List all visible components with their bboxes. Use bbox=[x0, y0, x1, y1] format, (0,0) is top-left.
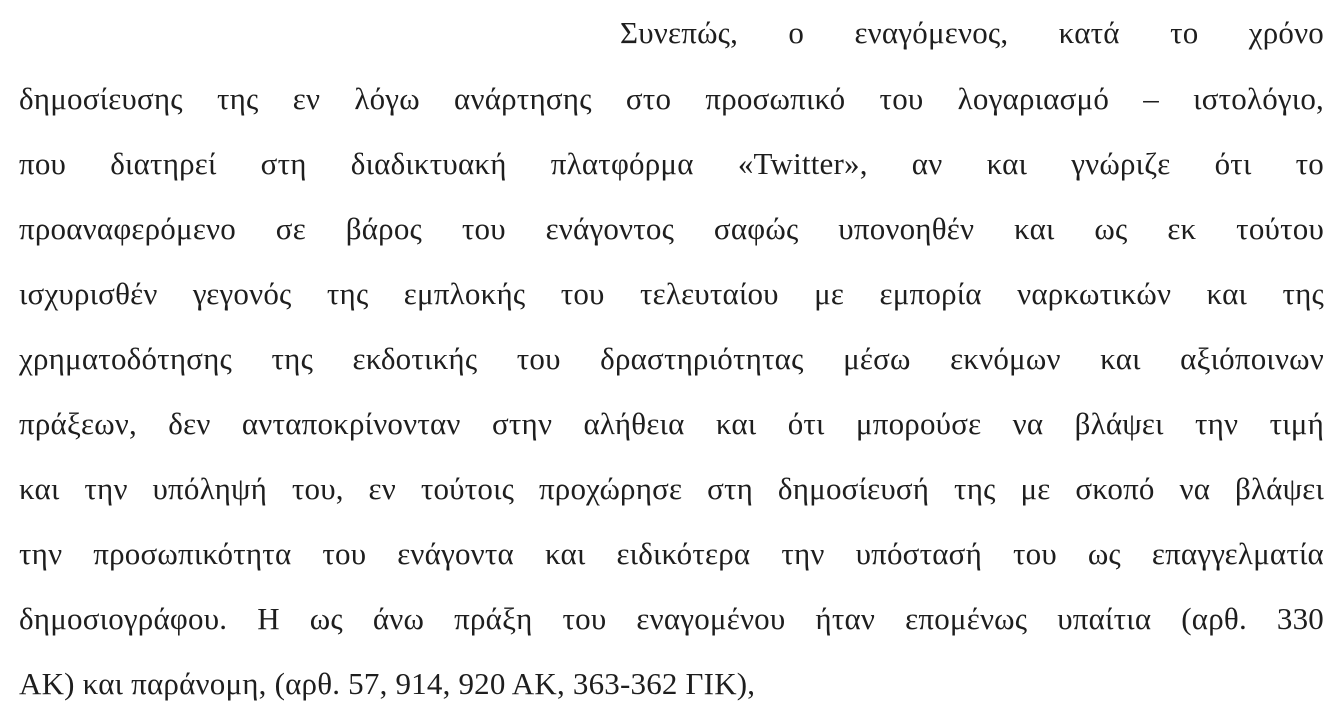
text-line-3: που διατηρεί στη διαδικτυακή πλατφόρμα «Twitter», αν και γνώριζε ότι το bbox=[19, 146, 1324, 181]
text-line-8: και την υπόληψή του, εν τούτοις προχώρησε στη δημοσίευσή της με σκοπό να βλάψει bbox=[19, 471, 1324, 506]
text-line-4: προαναφερόμενο σε βάρος του ενάγοντος σαφώς υπονοηθέν και ως εκ τούτου bbox=[19, 211, 1324, 246]
text-line-11: ΑΚ) και παράνομη, (αρθ. 57, 914, 920 ΑΚ, 363-362 ΓΙΚ), bbox=[19, 666, 756, 701]
text-line-5: ισχυρισθέν γεγονός της εμπλοκής του τελευταίου με εμπορία ναρκωτικών και της bbox=[19, 276, 1324, 311]
text-line-7: πράξεων, δεν ανταποκρίνονταν στην αλήθεια και ότι μπορούσε να βλάψει την τιμή bbox=[19, 406, 1324, 441]
text-line-1: Συνεπώς, ο εναγόμενος, κατά το χρόνο bbox=[620, 15, 1324, 50]
text-line-6: χρηματοδότησης της εκδοτικής του δραστηριότητας μέσω εκνόμων και αξιόποινων bbox=[19, 341, 1324, 376]
text-line-9: την προσωπικότητα του ενάγοντα και ειδικότερα την υπόστασή του ως επαγγελματία bbox=[19, 536, 1324, 571]
text-line-2: δημοσίευσης της εν λόγω ανάρτησης στο προσωπικό του λογαριασμό – ιστολόγιο, bbox=[19, 81, 1324, 116]
text-line-10: δημοσιογράφου. Η ως άνω πράξη του εναγομένου ήταν επομένως υπαίτια (αρθ. 330 bbox=[19, 601, 1324, 636]
